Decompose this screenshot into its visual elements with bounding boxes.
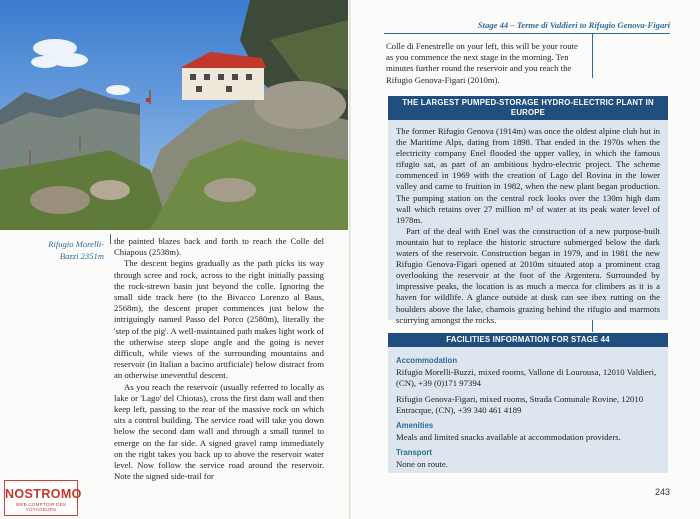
transport-line: None on route. — [396, 459, 448, 470]
hydro-info-box — [388, 96, 668, 325]
hydro-paragraph-1: The former Rifugio Genova (1914m) was once the oldest alpine club hut in the Maritime Alps, dating from 1898. That ended in the 1970s when the electricity company Enel flooded the upper valley, in which the famous rifugio sat, as part of an ambitious hydro-electric project. The scheme commenced in 1969 with the creation of Lago del Rovina in the lower valley and came to fruition in 1982, when the new plant began production. The pumping station on the central rock looks over the 130m high dam wall which retains over 27 million m³ of water at its peak water level of 1978m. — [396, 126, 660, 225]
amenities-line: Meals and limited snacks available at accommodation providers. — [396, 432, 621, 442]
facilities-box — [388, 333, 668, 473]
nostromo-logo — [4, 480, 82, 516]
photo-caption: Rifugio Morelli-Bazzi 2351m — [48, 239, 104, 261]
page-number: 243 — [654, 487, 670, 497]
header-rule — [384, 33, 670, 34]
mountain-hut-photo — [0, 0, 348, 230]
amenities-label: Amenities — [396, 420, 434, 430]
intro-rule — [592, 34, 593, 78]
caption-rule — [110, 234, 111, 244]
accommodation-label: Accommodation — [396, 356, 458, 365]
hydro-box-body — [388, 120, 668, 330]
intro-text — [386, 41, 586, 86]
left-paragraph-3: As you reach the reservoir (usually referred to locally as lake or 'Lago' del Chiotas), cross the first dam wall and then keep left, passing to the rear of the massive rock on which sits a control building. The service road will take you down below the second dam wall and through a small tunnel to emerge on the far side. A signed gravel ramp immediately on the right takes you back up to above the reservoir water level. Now follow the service road around the reservoir. Note the signed side-trail for — [114, 381, 324, 482]
left-body-text — [114, 236, 324, 482]
left-paragraph-2: The descent begins gradually as the path picks its way through scree and rock, across to the right initially passing the rock-strewn basin just beyond the colle. Ignoring the small side track here (to the Bivacco Lorenzo al Baus, 2568m), the descent proper commences just below the intriguingly named Passo del Porco (2580m), literally the 'step of the pig'. A well-maintained path makes light work of the otherwise steep slope angle and the going is never difficult, while views of the surrounding mountains and reservoir (in Italian a bacino artificiale) below distract from an otherwise uneventful descent. — [114, 258, 324, 381]
logo-brand: NOSTROMO — [5, 487, 82, 501]
hydro-box-title: THE LARGEST PUMPED-STORAGE HYDRO-ELECTRIC PLANT IN EUROPE — [388, 96, 668, 120]
facilities-box-title: FACILITIES INFORMATION FOR STAGE 44 — [388, 333, 668, 347]
accommodation-line-2: Rifugio Genova-Figari, mixed rooms, Strada Comunale Rovine, 12010 Entracque, (CN), +39 340 461 4189 — [396, 393, 644, 415]
stage-title: Stage 44 – Terme di Valdieri to Rifugio Genova-Figari — [477, 20, 670, 30]
logo-subtitle: WEB COMPTOIR DES VOYAGEURS — [15, 502, 67, 512]
intro-paragraph: Colle di Fenestrelle on your left, this will be your route as you commence the next stage in the morning. Ten minutes further round the reservoir and you reach the Rifugio Genova-Figari (2010m). — [386, 41, 578, 85]
transport-label: Transport — [396, 448, 432, 458]
facilities-box-body — [388, 347, 668, 479]
accommodation-line-1: Rifugio Morelli-Buzzi, mixed rooms, Vallone di Lourousa, 12010 Valdieri, (CN), +39 (0)171 97394 — [396, 367, 657, 389]
gutter — [349, 0, 351, 519]
box-separator-rule — [592, 320, 593, 332]
left-paragraph-1: the painted blazes back and forth to reach the Colle del Chiapous (2538m). — [114, 236, 324, 258]
hydro-paragraph-2: Part of the deal with Enel was the construction of a new purpose-built mountain hut to replace the historic structure submerged below the dark waters of the reservoir. Construction began in 1979, and in 1981 the new Rifugio Genova-Figari opened at 2010m situated atop a prominent crag overlooking the reservoir at the foot of the Argentera. Surrounded by impressive peaks, the location is as much a mecca for climbers as it is a haven for wildlife. A glance outside at dusk can see ibex rutting on the boulders above the lake, chamois grazing behind the rifugio and marmots scurrying amongst the rocks. — [396, 225, 660, 325]
